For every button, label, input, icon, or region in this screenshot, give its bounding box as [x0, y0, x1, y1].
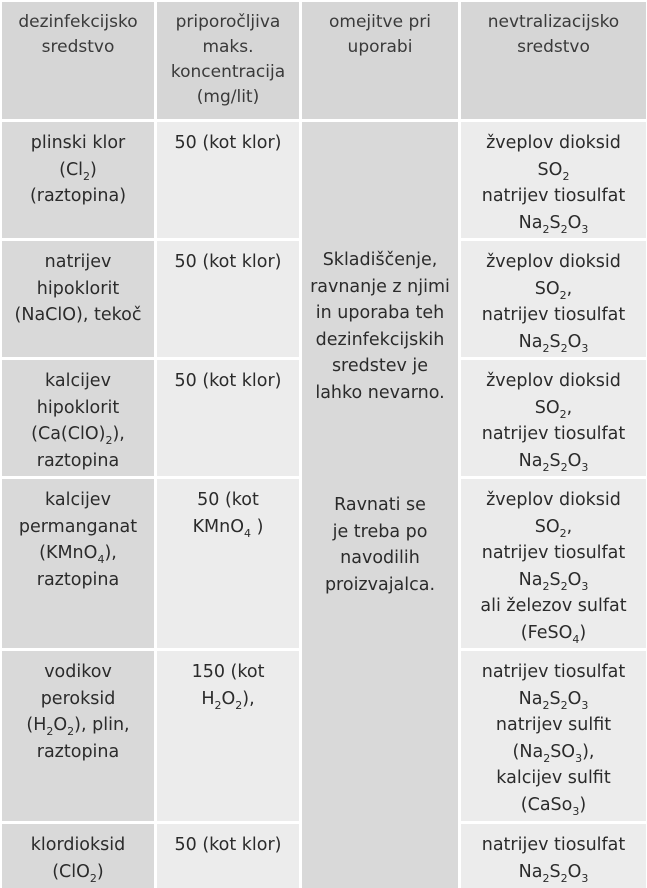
text-run: SO — [534, 278, 560, 299]
subscript: 2 — [562, 169, 570, 183]
text-run: S — [549, 688, 561, 709]
text-line — [461, 620, 646, 647]
text-line: navodilih — [340, 548, 420, 568]
text-run: raztopina — [36, 569, 120, 590]
text-run: O — [567, 450, 582, 471]
text-line — [2, 832, 154, 859]
text-line: dezinfekcijskih — [315, 329, 445, 350]
text-run: (Ca(ClO) — [31, 424, 106, 444]
text-run: O — [567, 688, 582, 709]
header-concentration — [157, 2, 299, 119]
text-line — [2, 183, 154, 210]
text-line: priporočljiva — [175, 12, 281, 32]
disinfectant-cell — [2, 651, 154, 821]
text-run: KMnO — [192, 516, 245, 537]
subscript: 3 — [575, 751, 583, 765]
text-line — [461, 249, 646, 276]
text-line: Skladiščenje, — [322, 250, 438, 270]
subscript: 3 — [581, 698, 589, 712]
text-line — [461, 514, 646, 541]
text-line — [461, 739, 646, 766]
text-line — [2, 130, 154, 157]
text-run: raztopina — [36, 450, 120, 471]
text-line — [2, 395, 154, 422]
subscript: 3 — [581, 579, 589, 593]
text-run: (FeSO — [520, 622, 573, 643]
text-run: Na — [518, 450, 543, 471]
text-run: žveplov dioksid — [486, 490, 621, 510]
text-run: raztopina — [36, 741, 120, 762]
disinfectant-cell — [2, 122, 154, 238]
neutralizer-cell — [461, 479, 646, 648]
text-line — [461, 859, 646, 886]
text-run: kalcijev — [45, 371, 111, 391]
text-line — [157, 659, 299, 686]
text-run: ), — [582, 741, 595, 762]
text-run: O — [567, 212, 582, 233]
text-run: hipoklorit — [36, 278, 120, 299]
text-run: 50 (kot klor) — [174, 371, 282, 391]
concentration-cell — [157, 824, 299, 888]
text-run: S — [549, 861, 561, 882]
text-run: 50 (kot — [197, 490, 259, 510]
text-run: kalcijev — [45, 490, 111, 510]
text-line: koncentracija — [170, 62, 286, 82]
text-run: (ClO — [52, 861, 90, 882]
disinfectant-cell — [2, 241, 154, 357]
subscript: 2 — [83, 169, 91, 183]
text-run: H — [201, 688, 215, 709]
concentration-cell — [157, 241, 299, 357]
text-run: (KMnO — [39, 543, 98, 563]
text-run: (Na — [512, 741, 544, 762]
subscript: 3 — [572, 804, 580, 818]
text-run: SO — [537, 159, 563, 180]
text-run: ali železov sulfat — [480, 596, 627, 616]
subscript: 2 — [560, 460, 568, 474]
text-run: žveplov dioksid — [486, 371, 621, 391]
text-line — [461, 302, 646, 329]
text-line — [461, 395, 646, 422]
neutralizer-cell — [461, 824, 646, 888]
text-line: lahko nevarno. — [315, 382, 445, 403]
text-run: žveplov dioksid — [486, 133, 621, 153]
neutralizer-cell — [461, 651, 646, 821]
text-line — [461, 183, 646, 210]
text-run: 50 (kot klor) — [174, 835, 282, 855]
header-neutralizer — [461, 2, 646, 119]
text-line — [2, 859, 154, 886]
text-line — [2, 540, 154, 567]
text-run: (H — [26, 715, 47, 735]
subscript: 2 — [542, 698, 550, 712]
subscript: 2 — [105, 434, 113, 447]
subscript: 2 — [560, 222, 568, 236]
text-line — [2, 567, 154, 594]
text-run: O — [567, 861, 582, 882]
text-run: ) — [251, 516, 264, 537]
disinfectant-cell — [2, 360, 154, 476]
text-line: je treba po — [332, 521, 428, 542]
text-line: maks. — [202, 37, 254, 57]
restrictions-block-storage — [302, 247, 458, 406]
text-run: , — [566, 278, 573, 299]
subscript: 2 — [214, 698, 222, 712]
text-run: natrijev sulfit — [495, 715, 612, 735]
text-line — [461, 130, 646, 157]
text-run: peroksid — [40, 688, 116, 709]
text-run: 50 (kot klor) — [174, 133, 282, 153]
neutralizer-cell — [461, 241, 646, 357]
neutralizer-cell — [461, 122, 646, 238]
subscript: 3 — [581, 341, 589, 355]
text-run: klordioksid — [30, 835, 126, 855]
text-run: O — [567, 569, 582, 590]
text-line: omejitve pri — [329, 12, 431, 32]
subscript: 2 — [235, 698, 243, 712]
text-line — [157, 368, 299, 395]
text-run: ), — [104, 543, 117, 563]
text-run: natrijev — [44, 252, 112, 272]
text-run: žveplov dioksid — [486, 252, 621, 272]
text-line — [157, 832, 299, 859]
text-line: in uporaba teh — [315, 303, 445, 323]
text-run: natrijev tiosulfat — [481, 543, 626, 563]
subscript: 2 — [543, 751, 551, 765]
text-line — [461, 448, 646, 475]
text-run: ) — [96, 861, 104, 882]
text-line — [2, 448, 154, 475]
text-run: ), — [242, 688, 255, 709]
text-line — [2, 686, 154, 713]
header-restrictions — [302, 2, 458, 119]
text-line: nevtralizacijsko — [487, 12, 620, 32]
text-run: 150 (kot — [191, 662, 265, 682]
restrictions-block-manufacturer — [302, 492, 458, 598]
subscript: 2 — [560, 698, 568, 712]
text-run: O — [221, 688, 236, 709]
text-line: uporabi — [347, 37, 413, 57]
subscript: 4 — [244, 526, 252, 540]
text-run: ), plin, — [74, 715, 130, 735]
subscript: 2 — [542, 222, 550, 236]
concentration-cell — [157, 651, 299, 821]
text-line — [461, 487, 646, 514]
subscript: 2 — [67, 725, 75, 738]
text-line: proizvajalca. — [324, 574, 436, 595]
text-line — [157, 686, 299, 713]
text-line — [2, 487, 154, 514]
text-run: Na — [518, 569, 543, 590]
text-line — [2, 659, 154, 686]
text-run: Na — [518, 212, 543, 233]
subscript: 2 — [542, 341, 550, 355]
subscript: 3 — [581, 871, 589, 885]
text-line — [2, 712, 154, 739]
text-run: natrijev tiosulfat — [481, 424, 626, 444]
text-line — [157, 514, 299, 541]
concentration-cell — [157, 360, 299, 476]
text-run: SO — [534, 516, 560, 537]
text-line — [2, 276, 154, 303]
header-disinfectant — [2, 2, 154, 119]
text-run: ) — [579, 622, 587, 643]
text-line — [461, 276, 646, 303]
text-line — [157, 487, 299, 514]
text-run: natrijev tiosulfat — [481, 835, 626, 855]
restrictions-cell — [302, 122, 458, 888]
text-line — [461, 368, 646, 395]
text-line: (mg/lit) — [196, 87, 260, 107]
text-line — [2, 421, 154, 448]
subscript: 3 — [581, 222, 589, 236]
subscript: 2 — [560, 341, 568, 355]
subscript: 2 — [89, 871, 97, 885]
subscript: 2 — [542, 460, 550, 474]
text-run: ), — [112, 424, 125, 444]
text-run: ) — [90, 159, 97, 180]
text-line — [461, 712, 646, 739]
text-run: vodikov — [44, 662, 112, 682]
text-line — [2, 157, 154, 184]
text-line: sredstvo — [517, 37, 590, 57]
text-run: Na — [518, 688, 543, 709]
text-line: sredstvo — [41, 37, 115, 57]
text-run: natrijev tiosulfat — [481, 305, 626, 325]
text-line — [461, 765, 646, 792]
text-line — [461, 593, 646, 620]
text-run: (CaSo — [520, 794, 573, 815]
text-run: hipoklorit — [36, 397, 120, 418]
subscript: 2 — [542, 579, 550, 593]
text-line — [461, 210, 646, 237]
subscript: 2 — [560, 579, 568, 593]
text-line — [461, 329, 646, 356]
text-line — [461, 421, 646, 448]
text-line — [461, 686, 646, 713]
text-line — [2, 514, 154, 541]
subscript: 2 — [46, 725, 54, 738]
text-run: Na — [518, 861, 543, 882]
text-line: Ravnati se — [334, 495, 426, 515]
text-run: O — [53, 715, 68, 735]
subscript: 2 — [560, 871, 568, 885]
text-line — [2, 739, 154, 766]
text-run: SO — [534, 397, 560, 418]
text-run: O — [567, 331, 582, 352]
neutralizer-cell — [461, 360, 646, 476]
text-run: (Cl — [59, 159, 84, 180]
text-run: plinski klor — [30, 133, 126, 153]
text-run: ) — [579, 794, 587, 815]
text-line — [2, 368, 154, 395]
text-line — [461, 832, 646, 859]
text-run: (NaClO), tekoč — [14, 305, 142, 325]
text-line: sredstev je — [331, 356, 429, 376]
subscript: 2 — [559, 288, 567, 302]
text-line — [157, 130, 299, 157]
text-run: natrijev tiosulfat — [481, 662, 626, 682]
subscript: 2 — [559, 407, 567, 421]
text-run: kalcijev sulfit — [496, 768, 611, 788]
text-line — [461, 540, 646, 567]
text-line — [461, 567, 646, 594]
text-run: permanganat — [18, 516, 138, 537]
text-line — [461, 792, 646, 819]
subscript: 2 — [559, 526, 567, 540]
text-line — [2, 302, 154, 329]
text-run: S — [549, 450, 561, 471]
text-line — [461, 157, 646, 184]
text-run: S — [549, 212, 561, 233]
text-run: S — [549, 331, 561, 352]
text-run: natrijev tiosulfat — [481, 186, 626, 206]
text-line: dezinfekcijsko — [18, 12, 138, 32]
text-line — [2, 249, 154, 276]
text-run: , — [566, 397, 573, 418]
concentration-cell — [157, 479, 299, 648]
subscript: 3 — [581, 460, 589, 474]
text-line — [157, 249, 299, 276]
text-run: 50 (kot klor) — [174, 252, 282, 272]
concentration-cell — [157, 122, 299, 238]
text-run: SO — [550, 741, 576, 762]
disinfectant-cell — [2, 824, 154, 888]
subscript: 4 — [97, 553, 105, 566]
text-line — [461, 659, 646, 686]
text-run: Na — [518, 331, 543, 352]
text-line: ravnanje z njimi — [310, 276, 450, 297]
subscript: 4 — [572, 632, 580, 646]
text-run: (raztopina) — [29, 186, 127, 206]
text-run: S — [549, 569, 561, 590]
subscript: 2 — [542, 871, 550, 885]
disinfectant-cell — [2, 479, 154, 648]
text-run: , — [566, 516, 573, 537]
